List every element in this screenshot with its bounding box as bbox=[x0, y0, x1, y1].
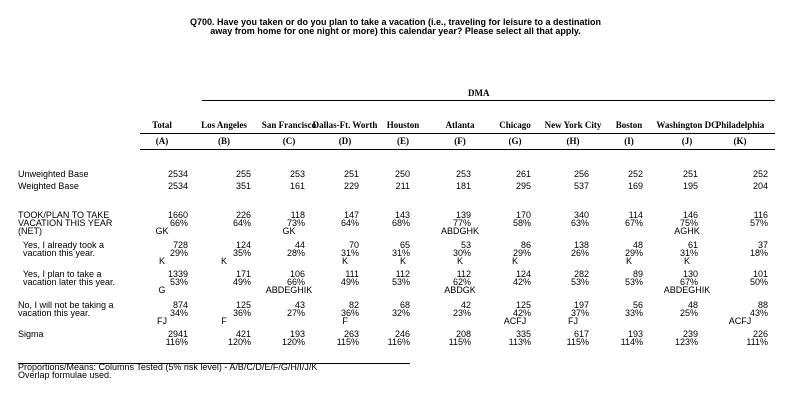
cell-significance: K bbox=[399, 256, 406, 266]
cell-count: 61 bbox=[687, 240, 698, 250]
cell-count: 48 bbox=[687, 300, 698, 310]
cell-significance: F bbox=[342, 316, 348, 326]
cell-count: 211 bbox=[395, 181, 410, 191]
cell-percent: 67% bbox=[624, 218, 643, 228]
cell-count: 170 bbox=[515, 210, 531, 220]
row-label: VACATION THIS YEAR bbox=[18, 218, 113, 228]
cell-significance: ABDGK bbox=[444, 285, 476, 295]
cell-count: 295 bbox=[515, 181, 531, 191]
cell-significance: ABDEGHIK bbox=[265, 285, 313, 295]
column-letter: (D) bbox=[338, 136, 352, 146]
cell-significance: AGHK bbox=[674, 226, 700, 236]
cell-count: 2534 bbox=[167, 181, 188, 191]
cell-count: 88 bbox=[757, 300, 768, 310]
cell-count: 250 bbox=[394, 169, 410, 179]
cell-count: 146 bbox=[682, 210, 698, 220]
cell-count: 229 bbox=[343, 181, 359, 191]
cell-percent: 49% bbox=[340, 277, 359, 287]
cell-count: 65 bbox=[399, 240, 410, 250]
cell-count: 2534 bbox=[167, 169, 188, 179]
cell-count: 351 bbox=[235, 181, 251, 191]
cell-count: 537 bbox=[573, 181, 589, 191]
cell-percent: 49% bbox=[232, 277, 251, 287]
cell-count: 1660 bbox=[167, 210, 188, 220]
cell-percent: 34% bbox=[169, 308, 188, 318]
column-header: Boston bbox=[615, 120, 643, 130]
cell-percent: 68% bbox=[391, 218, 410, 228]
cell-percent: 53% bbox=[169, 277, 188, 287]
cell-count: 112 bbox=[395, 269, 410, 279]
cell-percent: 77% bbox=[452, 218, 471, 228]
column-letter: (K) bbox=[733, 136, 747, 146]
row-label: vacation this year. bbox=[18, 308, 91, 318]
cell-count: 2941 bbox=[167, 329, 188, 339]
cell-percent: 29% bbox=[169, 248, 188, 258]
cell-count: 195 bbox=[682, 181, 698, 191]
row-label: TOOK/PLAN TO TAKE bbox=[18, 210, 110, 220]
row-label: vacation later this year. bbox=[18, 277, 116, 287]
cell-significance: ACFJ bbox=[728, 316, 752, 326]
cell-count: 335 bbox=[515, 329, 531, 339]
cell-count: 252 bbox=[627, 169, 643, 179]
cell-significance: K bbox=[341, 256, 348, 266]
cell-percent: 37% bbox=[570, 308, 589, 318]
cell-percent: 29% bbox=[624, 248, 643, 258]
cell-percent: 25% bbox=[679, 308, 698, 318]
cell-count: 53 bbox=[460, 240, 471, 250]
cell-percent: 26% bbox=[570, 248, 589, 258]
row-label: Yes, I plan to take a bbox=[18, 269, 102, 279]
cell-count: 282 bbox=[573, 269, 589, 279]
cell-significance: K bbox=[511, 256, 518, 266]
cell-percent: 18% bbox=[749, 248, 768, 258]
footnote-significance: Proportions/Means: Columns Tested (5% risk level) - A/B/C/D/E/F/G/H/I/J/K bbox=[18, 362, 318, 372]
column-letter: (H) bbox=[566, 136, 580, 146]
cell-percent: 115% bbox=[336, 337, 359, 347]
cell-percent: 75% bbox=[679, 218, 698, 228]
cell-count: 89 bbox=[632, 269, 643, 279]
cell-count: 181 bbox=[455, 181, 471, 191]
cell-percent: 116% bbox=[387, 337, 410, 347]
cell-significance: K bbox=[158, 256, 165, 266]
footnote-overlap: Overlap formulae used. bbox=[18, 370, 112, 380]
cell-count: 251 bbox=[682, 169, 698, 179]
cell-percent: 30% bbox=[452, 248, 471, 258]
cell-count: 101 bbox=[752, 269, 768, 279]
cell-percent: 33% bbox=[624, 308, 643, 318]
cell-count: 226 bbox=[235, 210, 251, 220]
column-header: Washington DC bbox=[656, 120, 718, 130]
column-header: Chicago bbox=[499, 120, 531, 130]
cell-count: 239 bbox=[682, 329, 698, 339]
column-header: Los Angeles bbox=[201, 120, 247, 130]
cell-percent: 42% bbox=[512, 277, 531, 287]
row-label: Weighted Base bbox=[18, 181, 79, 191]
cell-percent: 43% bbox=[749, 308, 768, 318]
cell-percent: 31% bbox=[679, 248, 698, 258]
column-letter: (E) bbox=[397, 136, 409, 146]
column-letter: (F) bbox=[454, 136, 466, 146]
banner-label: DMA bbox=[468, 88, 490, 98]
column-letter: (B) bbox=[218, 136, 230, 146]
cell-count: 617 bbox=[573, 329, 589, 339]
cell-count: 106 bbox=[289, 269, 305, 279]
cell-count: 112 bbox=[456, 269, 471, 279]
cell-percent: 50% bbox=[749, 277, 768, 287]
row-label: vacation this year. bbox=[18, 248, 96, 258]
cell-significance: K bbox=[220, 256, 227, 266]
cell-percent: 57% bbox=[749, 218, 768, 228]
cell-count: 147 bbox=[343, 210, 359, 220]
cell-significance: ABDEGHIK bbox=[663, 285, 711, 295]
cell-percent: 120% bbox=[281, 337, 305, 347]
cell-count: 246 bbox=[394, 329, 410, 339]
cell-count: 43 bbox=[294, 300, 305, 310]
cell-significance: GK bbox=[282, 226, 296, 236]
cell-percent: 115% bbox=[566, 337, 589, 347]
cell-count: 42 bbox=[460, 300, 471, 310]
cell-count: 37 bbox=[757, 240, 768, 250]
cell-significance: GK bbox=[155, 226, 169, 236]
column-letter: (J) bbox=[681, 136, 693, 146]
cell-count: 161 bbox=[289, 181, 305, 191]
cell-percent: 27% bbox=[286, 308, 305, 318]
cell-count: 118 bbox=[290, 210, 305, 220]
cell-percent: 64% bbox=[340, 218, 359, 228]
cell-percent: 31% bbox=[391, 248, 410, 258]
cell-significance: FJ bbox=[157, 316, 167, 326]
question-title-line-1: Q700. Have you taken or do you plan to take a vacation (i.e., traveling for leisure to a destination bbox=[189, 17, 602, 27]
cell-count: 251 bbox=[343, 169, 359, 179]
cell-count: 253 bbox=[289, 169, 305, 179]
row-label: Yes, I already took a bbox=[18, 240, 105, 250]
cell-percent: 53% bbox=[391, 277, 410, 287]
cell-count: 256 bbox=[573, 169, 589, 179]
question-title-line-2: away from home for one night or more) this calendar year? Please select all that apply. bbox=[210, 26, 581, 36]
cell-count: 421 bbox=[235, 329, 251, 339]
row-label: Unweighted Base bbox=[18, 169, 89, 179]
column-header: San Francisco bbox=[261, 120, 317, 130]
cell-count: 171 bbox=[235, 269, 251, 279]
cell-count: 48 bbox=[632, 240, 643, 250]
column-letter: (G) bbox=[508, 136, 522, 146]
cell-percent: 116% bbox=[165, 337, 188, 347]
cell-count: 130 bbox=[682, 269, 698, 279]
cell-count: 208 bbox=[455, 329, 471, 339]
header-rule-bottom bbox=[140, 149, 775, 150]
cell-percent: 66% bbox=[286, 277, 305, 287]
column-header: Atlanta bbox=[445, 120, 475, 130]
cell-percent: 64% bbox=[232, 218, 251, 228]
cell-count: 728 bbox=[172, 240, 188, 250]
cell-percent: 31% bbox=[340, 248, 359, 258]
column-header: Houston bbox=[386, 120, 420, 130]
cell-count: 44 bbox=[294, 240, 305, 250]
cell-significance: ABDGHK bbox=[440, 226, 479, 236]
cell-percent: 35% bbox=[232, 248, 251, 258]
cell-count: 169 bbox=[627, 181, 643, 191]
cell-percent: 63% bbox=[570, 218, 589, 228]
row-label: (NET) bbox=[18, 226, 42, 236]
cell-count: 252 bbox=[752, 169, 768, 179]
cell-count: 139 bbox=[455, 210, 471, 220]
cell-count: 874 bbox=[172, 300, 188, 310]
cell-count: 125 bbox=[515, 300, 531, 310]
cell-count: 56 bbox=[632, 300, 643, 310]
cell-count: 114 bbox=[628, 210, 643, 220]
cell-percent: 23% bbox=[452, 308, 471, 318]
cell-count: 68 bbox=[399, 300, 410, 310]
cell-percent: 36% bbox=[340, 308, 359, 318]
cell-count: 138 bbox=[573, 240, 589, 250]
cell-count: 124 bbox=[235, 240, 251, 250]
cell-count: 143 bbox=[394, 210, 410, 220]
column-header: Total bbox=[152, 120, 172, 130]
cell-percent: 113% bbox=[508, 337, 531, 347]
cell-significance: K bbox=[625, 256, 632, 266]
cell-count: 1339 bbox=[167, 269, 188, 279]
cell-percent: 53% bbox=[570, 277, 589, 287]
cell-significance: ACFJ bbox=[503, 316, 527, 326]
cell-percent: 29% bbox=[512, 248, 531, 258]
cell-percent: 58% bbox=[512, 218, 531, 228]
cell-percent: 53% bbox=[624, 277, 643, 287]
cell-significance: K bbox=[683, 256, 690, 266]
banner-rule bbox=[202, 100, 775, 101]
cell-percent: 73% bbox=[286, 218, 305, 228]
cell-count: 255 bbox=[235, 169, 251, 179]
cell-percent: 115% bbox=[448, 337, 471, 347]
cell-percent: 42% bbox=[512, 308, 531, 318]
cell-percent: 32% bbox=[391, 308, 410, 318]
cell-percent: 67% bbox=[679, 277, 698, 287]
cell-count: 340 bbox=[573, 210, 589, 220]
column-header: Dallas-Ft. Worth bbox=[312, 120, 378, 130]
cell-count: 125 bbox=[235, 300, 251, 310]
header-rule-top bbox=[140, 133, 775, 134]
cell-percent: 123% bbox=[674, 337, 698, 347]
cell-significance: K bbox=[456, 256, 463, 266]
cell-count: 193 bbox=[627, 329, 643, 339]
row-label: No, I will not be taking a bbox=[18, 300, 114, 310]
cell-significance: G bbox=[158, 285, 166, 295]
cell-count: 204 bbox=[752, 181, 768, 191]
column-letter: (A) bbox=[155, 136, 169, 146]
column-header: Philadelphia bbox=[715, 120, 765, 130]
cell-count: 226 bbox=[752, 329, 768, 339]
cell-count: 70 bbox=[348, 240, 359, 250]
column-letter: (I) bbox=[624, 136, 634, 146]
cell-count: 124 bbox=[515, 269, 531, 279]
cell-significance: F bbox=[221, 316, 227, 326]
cell-percent: 36% bbox=[232, 308, 251, 318]
cell-percent: 120% bbox=[227, 337, 251, 347]
cell-percent: 114% bbox=[620, 337, 643, 347]
cell-percent: 111% bbox=[746, 337, 768, 347]
column-letter: (C) bbox=[282, 136, 296, 146]
cell-percent: 66% bbox=[169, 218, 188, 228]
cell-count: 116 bbox=[753, 210, 768, 220]
cell-count: 253 bbox=[455, 169, 471, 179]
cell-count: 82 bbox=[348, 300, 359, 310]
cell-percent: 28% bbox=[286, 248, 305, 258]
question-title bbox=[0, 18, 791, 36]
cell-count: 263 bbox=[343, 329, 359, 339]
column-header: New York City bbox=[544, 120, 602, 130]
cell-count: 193 bbox=[289, 329, 305, 339]
cell-count: 111 bbox=[345, 269, 359, 279]
cell-significance: FJ bbox=[568, 316, 578, 326]
cell-count: 86 bbox=[520, 240, 531, 250]
cell-count: 197 bbox=[573, 300, 589, 310]
cell-count: 261 bbox=[515, 169, 531, 179]
cell-percent: 62% bbox=[452, 277, 471, 287]
row-label: Sigma bbox=[18, 329, 44, 339]
